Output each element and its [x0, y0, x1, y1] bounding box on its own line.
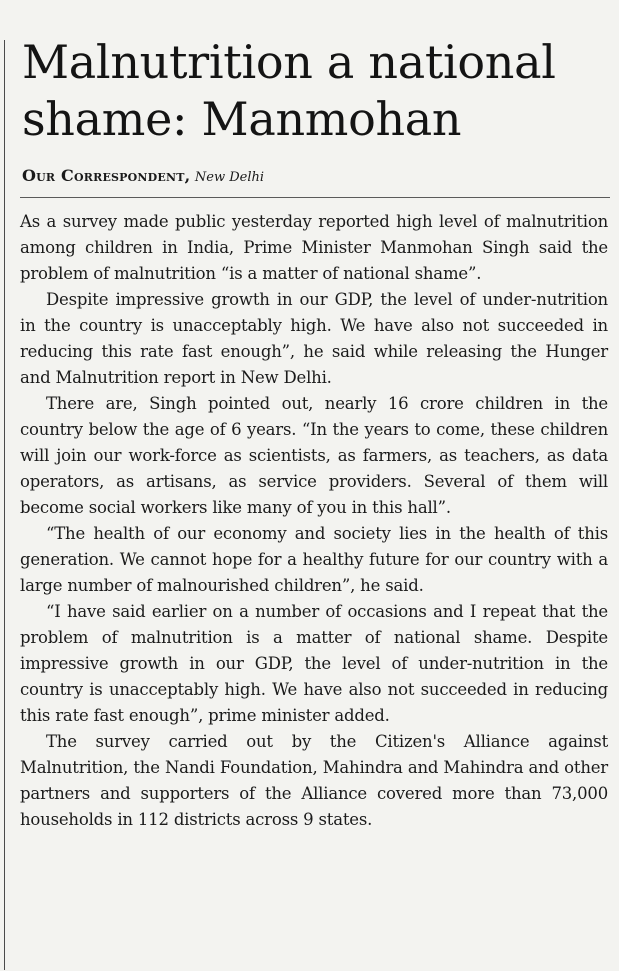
paragraph-6: The survey carried out by the Citizen's Alliance against Malnutrition, the Nandi Foundation, Mahindra and Mahindra and other partners and supporters of the Alliance covered more than 73,000 households in 112 districts across 9 states.	[20, 732, 608, 829]
paragraph-2: Despite impressive growth in our GDP, the level of under-nutrition in the country is unacceptably high. We have also not succeeded in reducing this rate fast enough”, he said while releasing the Hunger and Malnutrition report in New Delhi.	[20, 290, 608, 387]
byline-correspondent: Our Correspondent,	[22, 166, 191, 185]
byline	[22, 166, 264, 188]
paragraph-3: There are, Singh pointed out, nearly 16 crore children in the country below the age of 6 years. “In the years to come, these children will join our work-force as scientists, as farmers, as teachers, as data operators, as artisans, as service providers. Several of them will become social workers like many of you in this hall”.	[20, 394, 608, 517]
headline-line-1: Malnutrition a national	[22, 35, 556, 89]
byline-location: New Delhi	[194, 170, 265, 185]
headline	[22, 34, 612, 148]
byline-divider	[20, 197, 610, 198]
headline-line-2: shame: Manmohan	[22, 92, 462, 146]
column-rule	[4, 40, 5, 970]
article-body	[20, 209, 608, 833]
paragraph-1: As a survey made public yesterday reported high level of malnutrition among children in India, Prime Minister Manmohan Singh said the problem of malnutrition “is a matter of national shame”.	[20, 212, 608, 283]
paragraph-5: “I have said earlier on a number of occasions and I repeat that the problem of malnutrition is a matter of national shame. Despite impressive growth in our GDP, the level of under-nutrition in the country is unacceptably high. We have also not succeeded in reducing this rate fast enough”, prime minister added.	[20, 602, 608, 725]
paragraph-4: “The health of our economy and society lies in the health of this generation. We cannot hope for a healthy future for our country with a large number of malnourished children”, he said.	[20, 524, 608, 595]
